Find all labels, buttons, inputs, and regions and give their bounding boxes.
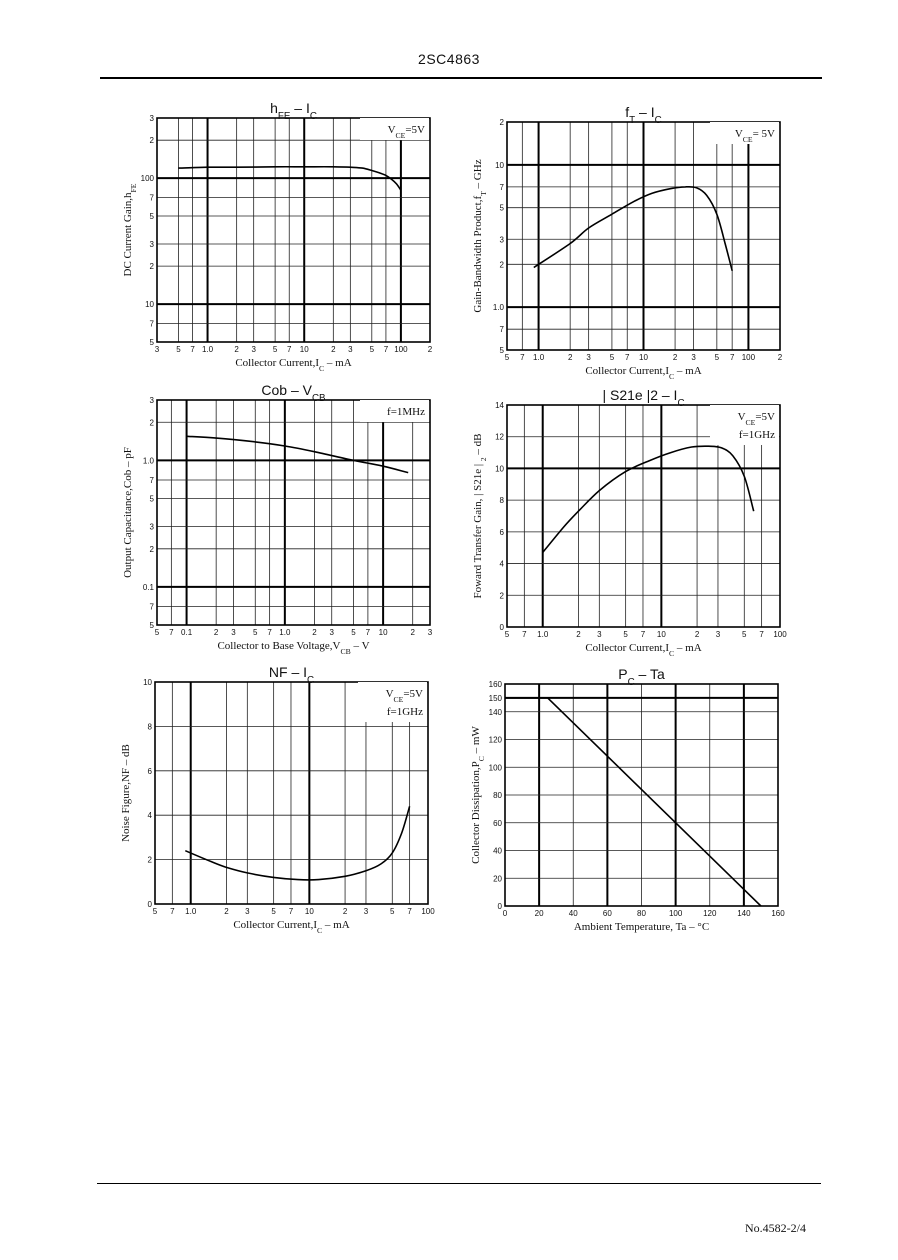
x-tick-label: 40 bbox=[568, 909, 578, 918]
y-tick-label: 2 bbox=[149, 418, 154, 428]
chart-hfe-ic bbox=[122, 100, 433, 373]
y-tick-label: 7 bbox=[149, 193, 154, 203]
x-tick-label: 3 bbox=[691, 353, 696, 362]
doc-number: No.4582-2/4 bbox=[745, 1221, 806, 1235]
y-tick-label: 5 bbox=[149, 212, 154, 222]
x-tick-label: 7 bbox=[170, 907, 175, 916]
y-tick-label: 3 bbox=[149, 522, 154, 532]
y-axis-label: Noise Figure,NF – dB bbox=[120, 744, 132, 842]
y-tick-label: 10 bbox=[495, 160, 504, 170]
y-tick-label: 2 bbox=[499, 591, 504, 601]
condition-label: $V_{CE}=5V$ bbox=[737, 411, 775, 427]
y-tick-label: 6 bbox=[499, 527, 504, 537]
y-tick-label: 5 bbox=[499, 346, 504, 355]
x-axis-label: Collector $Current,I_C$ – mA bbox=[235, 357, 352, 373]
y-tick-label: 5 bbox=[149, 494, 154, 504]
x-tick-label: 120 bbox=[703, 909, 717, 918]
y-tick-label: 2 bbox=[149, 262, 154, 272]
x-axis-label: Collector $Current,I_C$ – mA bbox=[585, 365, 702, 381]
x-tick-label: 2 bbox=[342, 907, 348, 916]
x-tick-label: 2 bbox=[694, 630, 700, 639]
chart-title: | S21e $|2 - I_C$ bbox=[602, 387, 685, 409]
x-tick-label: 2 bbox=[576, 630, 581, 639]
x-tick-label: 0 bbox=[502, 909, 508, 918]
chart-title: NF – $I_C$ bbox=[268, 664, 315, 686]
x-tick-label: 2 bbox=[777, 353, 783, 362]
x-tick-label: 7 bbox=[287, 345, 292, 354]
x-tick-label: 10 bbox=[304, 907, 314, 916]
y-tick-label: 7 bbox=[499, 325, 504, 335]
x-tick-label: 10 bbox=[378, 628, 388, 637]
y-tick-label: 14 bbox=[495, 401, 504, 410]
y-tick-label: 3 bbox=[149, 396, 154, 405]
y-tick-label: 1.0 bbox=[492, 303, 504, 313]
series-line bbox=[185, 806, 409, 880]
y-tick-label: 3 bbox=[499, 235, 504, 245]
series-line bbox=[505, 698, 761, 906]
y-axis-label: Foward Transfer Gain, | S21e | $_2$ – dB bbox=[472, 433, 488, 599]
x-tick-label: 5 bbox=[271, 907, 276, 916]
y-tick-label: 7 bbox=[499, 182, 504, 192]
x-tick-label: 5 bbox=[176, 345, 181, 354]
condition-label: f=1GHz bbox=[386, 706, 423, 718]
x-tick-label: 5 bbox=[152, 907, 158, 916]
x-tick-label: 3 bbox=[597, 630, 602, 639]
y-tick-label: 20 bbox=[493, 874, 502, 884]
x-tick-label: 2 bbox=[213, 628, 219, 637]
y-tick-label: 40 bbox=[493, 846, 502, 856]
x-tick-label: 20 bbox=[534, 909, 544, 918]
x-tick-label: 100 bbox=[773, 630, 787, 639]
y-tick-label: 100 bbox=[140, 174, 154, 184]
x-tick-label: 100 bbox=[394, 345, 408, 354]
x-tick-label: 2 bbox=[224, 907, 229, 916]
x-tick-label: 1.0 bbox=[537, 630, 549, 639]
x-tick-label: 2 bbox=[312, 628, 317, 637]
x-tick-label: 3 bbox=[245, 907, 250, 916]
x-tick-label: 3 bbox=[251, 345, 256, 354]
y-tick-label: 8 bbox=[147, 722, 152, 732]
x-axis-label: Ambient Temperature, Ta – °C bbox=[573, 921, 710, 933]
x-tick-label: 100 bbox=[668, 909, 683, 918]
x-tick-label: 5 bbox=[154, 628, 160, 637]
x-tick-label: 7 bbox=[288, 907, 294, 916]
x-tick-label: 2 bbox=[672, 353, 678, 362]
x-tick-label: 3 bbox=[231, 628, 236, 637]
x-tick-label: 7 bbox=[383, 345, 389, 354]
y-tick-label: 60 bbox=[493, 818, 502, 828]
y-tick-label: 2 bbox=[149, 544, 154, 554]
y-tick-label: 160 bbox=[488, 680, 502, 689]
y-tick-label: 10 bbox=[145, 300, 154, 310]
chart-ft-ic bbox=[472, 104, 783, 381]
condition-label: $V_{CE}= 5V$ bbox=[734, 128, 775, 144]
y-tick-label: 5 bbox=[149, 621, 154, 630]
x-tick-label: 7 bbox=[267, 628, 272, 637]
plot-frame bbox=[157, 118, 430, 342]
y-tick-label: 8 bbox=[499, 496, 504, 506]
y-tick-label: 12 bbox=[495, 432, 504, 442]
x-tick-label: 80 bbox=[637, 909, 646, 918]
y-tick-label: 2 bbox=[147, 855, 152, 865]
y-tick-label: 7 bbox=[149, 319, 154, 329]
x-tick-label: 7 bbox=[522, 630, 527, 639]
x-tick-label: 3 bbox=[363, 907, 369, 916]
x-tick-label: 3 bbox=[427, 628, 433, 637]
x-tick-label: 7 bbox=[169, 628, 174, 637]
y-tick-label: 80 bbox=[493, 791, 502, 800]
y-axis-label: DC Current $Gain,h_{FE}$ bbox=[122, 183, 138, 277]
y-tick-label: 5 bbox=[499, 203, 504, 213]
x-tick-label: 7 bbox=[729, 353, 735, 362]
x-tick-label: 5 bbox=[742, 630, 747, 639]
x-tick-label: 3 bbox=[329, 628, 334, 637]
x-tick-label: 1.0 bbox=[279, 628, 291, 637]
y-tick-label: 150 bbox=[488, 693, 502, 703]
chart-title: $P_C$ – Ta bbox=[618, 666, 665, 688]
x-tick-label: 7 bbox=[640, 630, 646, 639]
y-axis-label: Collector $Dissipation,P_C$ – mW bbox=[470, 726, 486, 864]
condition-label: $V_{CE}=5V$ bbox=[385, 688, 423, 704]
x-tick-label: 60 bbox=[602, 909, 612, 918]
series-line bbox=[187, 436, 409, 472]
x-tick-label: 5 bbox=[351, 628, 356, 637]
series-line bbox=[543, 446, 754, 552]
x-tick-label: 5 bbox=[253, 628, 258, 637]
y-tick-label: 4 bbox=[499, 559, 504, 569]
x-tick-label: 5 bbox=[609, 353, 615, 362]
y-tick-label: 2 bbox=[499, 118, 504, 127]
x-tick-label: 3 bbox=[715, 630, 721, 639]
x-tick-label: 5 bbox=[714, 353, 720, 362]
x-tick-label: 2 bbox=[331, 345, 336, 354]
y-tick-label: 2 bbox=[499, 260, 504, 270]
footer-rule bbox=[97, 1183, 821, 1184]
chart-title: $f_T - I_C$ bbox=[625, 104, 662, 126]
x-tick-label: 5 bbox=[623, 630, 628, 639]
y-tick-label: 0.1 bbox=[142, 582, 154, 592]
plot-frame bbox=[157, 400, 430, 625]
x-tick-label: 10 bbox=[299, 345, 309, 354]
x-tick-label: 3 bbox=[348, 345, 353, 354]
x-tick-label: 0.1 bbox=[181, 628, 193, 637]
y-tick-label: 7 bbox=[149, 602, 154, 612]
x-tick-label: 3 bbox=[586, 353, 591, 362]
x-axis-label: Collector to Base $Voltage,V_{CB}$ – V bbox=[217, 640, 370, 656]
x-tick-label: 100 bbox=[741, 353, 756, 362]
x-tick-label: 160 bbox=[771, 909, 785, 918]
y-tick-label: 3 bbox=[149, 239, 154, 249]
chart-title: Cob – $V_{CB}$ bbox=[261, 382, 326, 404]
chart-nf-ic bbox=[120, 664, 435, 935]
x-tick-label: 10 bbox=[656, 630, 666, 639]
chart-pc-ta bbox=[470, 666, 785, 933]
x-tick-label: 5 bbox=[504, 353, 510, 362]
y-tick-label: 4 bbox=[147, 811, 152, 821]
x-tick-label: 2 bbox=[567, 353, 573, 362]
y-tick-label: 10 bbox=[143, 678, 152, 687]
x-tick-label: 5 bbox=[272, 345, 278, 354]
y-tick-label: 0 bbox=[497, 902, 502, 911]
x-tick-label: 100 bbox=[421, 907, 435, 916]
x-axis-label: Collector $Current,I_C$ – mA bbox=[233, 919, 350, 935]
chart-cob-vcb bbox=[122, 382, 433, 656]
x-tick-label: 1.0 bbox=[185, 907, 197, 916]
x-tick-label: 10 bbox=[639, 353, 648, 362]
condition-label: $V_{CE}=5V$ bbox=[387, 124, 425, 140]
y-tick-label: 3 bbox=[149, 114, 154, 123]
chart-title: $h_{FE} - I_C$ bbox=[270, 100, 317, 122]
x-tick-label: 5 bbox=[504, 630, 510, 639]
y-tick-label: 5 bbox=[149, 338, 154, 347]
chart-s21-ic bbox=[472, 387, 787, 658]
x-tick-label: 1.0 bbox=[533, 353, 545, 362]
x-tick-label: 3 bbox=[154, 345, 160, 354]
y-tick-label: 0 bbox=[499, 623, 504, 632]
x-tick-label: 2 bbox=[410, 628, 415, 637]
x-tick-label: 7 bbox=[625, 353, 630, 362]
x-tick-label: 7 bbox=[190, 345, 195, 354]
x-tick-label: 1.0 bbox=[201, 345, 214, 354]
y-tick-label: 140 bbox=[488, 707, 502, 717]
y-axis-label: Output Capacitance,Cob – pF bbox=[122, 447, 134, 578]
x-tick-label: 140 bbox=[737, 909, 751, 918]
y-axis-label: Gain-Bandwidth $Product,f_T$ – GHz bbox=[472, 159, 488, 313]
condition-label: f=1MHz bbox=[387, 406, 425, 418]
x-axis-label: Collector $Current,I_C$ – mA bbox=[585, 642, 702, 658]
y-tick-label: 120 bbox=[488, 735, 502, 745]
x-tick-label: 2 bbox=[427, 345, 433, 354]
y-tick-label: 100 bbox=[488, 763, 502, 773]
series-line bbox=[534, 187, 732, 271]
x-tick-label: 7 bbox=[759, 630, 764, 639]
y-tick-label: 1.0 bbox=[142, 456, 154, 466]
x-tick-label: 7 bbox=[407, 907, 412, 916]
x-tick-label: 7 bbox=[520, 353, 525, 362]
y-tick-label: 6 bbox=[147, 766, 152, 776]
condition-label: f=1GHz bbox=[738, 429, 775, 441]
part-number-header: 2SC4863 bbox=[418, 51, 480, 67]
y-tick-label: 2 bbox=[149, 136, 154, 146]
y-tick-label: 10 bbox=[495, 464, 504, 474]
x-tick-label: 7 bbox=[365, 628, 371, 637]
x-tick-label: 5 bbox=[369, 345, 375, 354]
y-tick-label: 7 bbox=[149, 475, 154, 485]
x-tick-label: 5 bbox=[390, 907, 395, 916]
x-tick-label: 2 bbox=[234, 345, 239, 354]
y-tick-label: 0 bbox=[147, 900, 152, 909]
